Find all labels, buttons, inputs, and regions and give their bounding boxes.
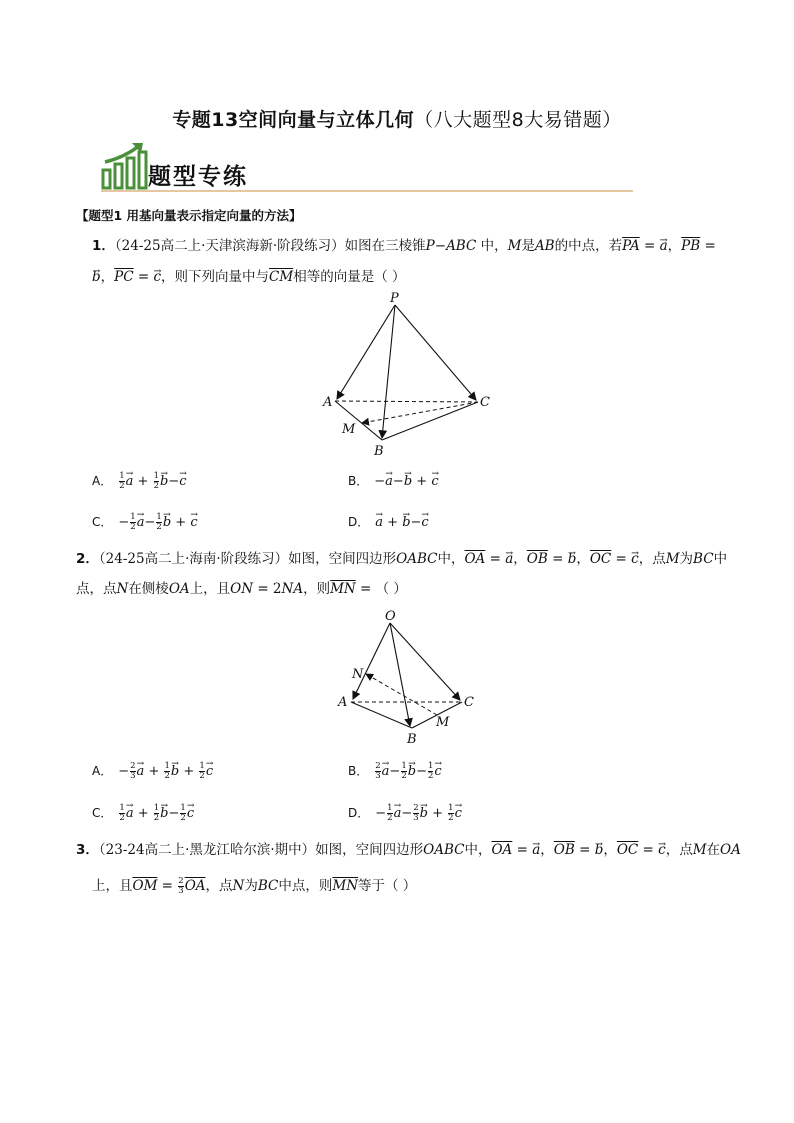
q1-line2: → b，$\overline{PC}$ = → c，则下列向量中与$\overline{CM}$相等的向量是（ ）	[92, 267, 406, 287]
q2-label-n: N	[352, 667, 364, 682]
banner-divider	[101, 190, 633, 192]
q2-option-d[interactable]: D． − $\frac{1}{2}$ → a− $\frac{2}{3}$ → b + $\frac{1}{2}$ → c	[348, 804, 462, 823]
q2-label-a: A	[338, 695, 348, 710]
page-title	[0, 105, 794, 132]
q1-label-b: B	[374, 444, 384, 459]
q2-option-b[interactable]: B． $\frac{2}{3}$ → a− $\frac{1}{2}$ → b− $\frac{1}{2}$ → c	[348, 762, 442, 781]
q1-option-c[interactable]: C． − $\frac{1}{2}$ → a− $\frac{1}{2}$ → b + → c	[92, 513, 198, 532]
q1-line1: 1．（24-25高二上·天津滨海新·阶段练习）如图在三棱锥P−ABC 中，M是AB的中点，若$\overline{PA}$ = → a，$\overline{PB}$ =	[92, 236, 716, 256]
q2-line1: 2．（24-25高二上·海南·阶段练习）如图，空间四边形OABC中，$\overline{OA}$ = → a，$\overline{OB}$ = → b，$\overline{OC}$ = → c，点M为BC中	[76, 549, 727, 569]
q1-option-a[interactable]: A． $\frac{1}{2}$ → a + $\frac{1}{2}$ → b−→ c	[92, 472, 187, 491]
title-main: 专题13空间向量与立体几何	[172, 109, 415, 131]
section-heading: 【题型1 用基向量表示指定向量的方法】	[76, 208, 302, 223]
banner-title: 题型专练	[148, 163, 248, 190]
q3-line1: 3．（23-24高二上·黑龙江哈尔滨·期中）如图，空间四边形OABC中，$\overline{OA}$ = → a，$\overline{OB}$ = → b，$\overline{OC}$ = → c，点M在OA	[76, 840, 741, 860]
q2-option-a[interactable]: A． − $\frac{2}{3}$ → a + $\frac{1}{2}$ → b + $\frac{1}{2}$ → c	[92, 762, 213, 781]
q2-label-b: B	[407, 732, 417, 746]
q1-label-m: M	[342, 422, 356, 437]
q3-line2: 上，且$\overline{OM}$ = $\frac{2}{3}$ $\overline{OA}$，点N为BC中点，则$\overline{MN}$等于（ ）	[92, 876, 417, 896]
q2-tetrahedron-figure	[335, 606, 485, 746]
q2-label-c: C	[464, 695, 474, 710]
q1-label-a: A	[323, 395, 333, 410]
q1-tetrahedron-figure	[318, 288, 498, 460]
q2-option-c[interactable]: C． $\frac{1}{2}$ → a + $\frac{1}{2}$ → b− $\frac{1}{2}$ → c	[92, 804, 194, 823]
q1-label-p: P	[390, 291, 399, 306]
q1-option-d[interactable]: D． → a + → b−→ c	[348, 513, 429, 530]
title-paren: （八大题型8大易错题）	[414, 109, 622, 131]
q1-option-b[interactable]: B． −→ a−→ b + → c	[348, 472, 439, 489]
q2-label-m: M	[436, 715, 450, 730]
q2-line2: 点，点N在侧棱OA上，且ON = 2NA，则$\overline{MN}$ = （ ）	[76, 581, 407, 597]
q2-label-o: O	[385, 609, 396, 624]
q1-label-c: C	[480, 395, 490, 410]
